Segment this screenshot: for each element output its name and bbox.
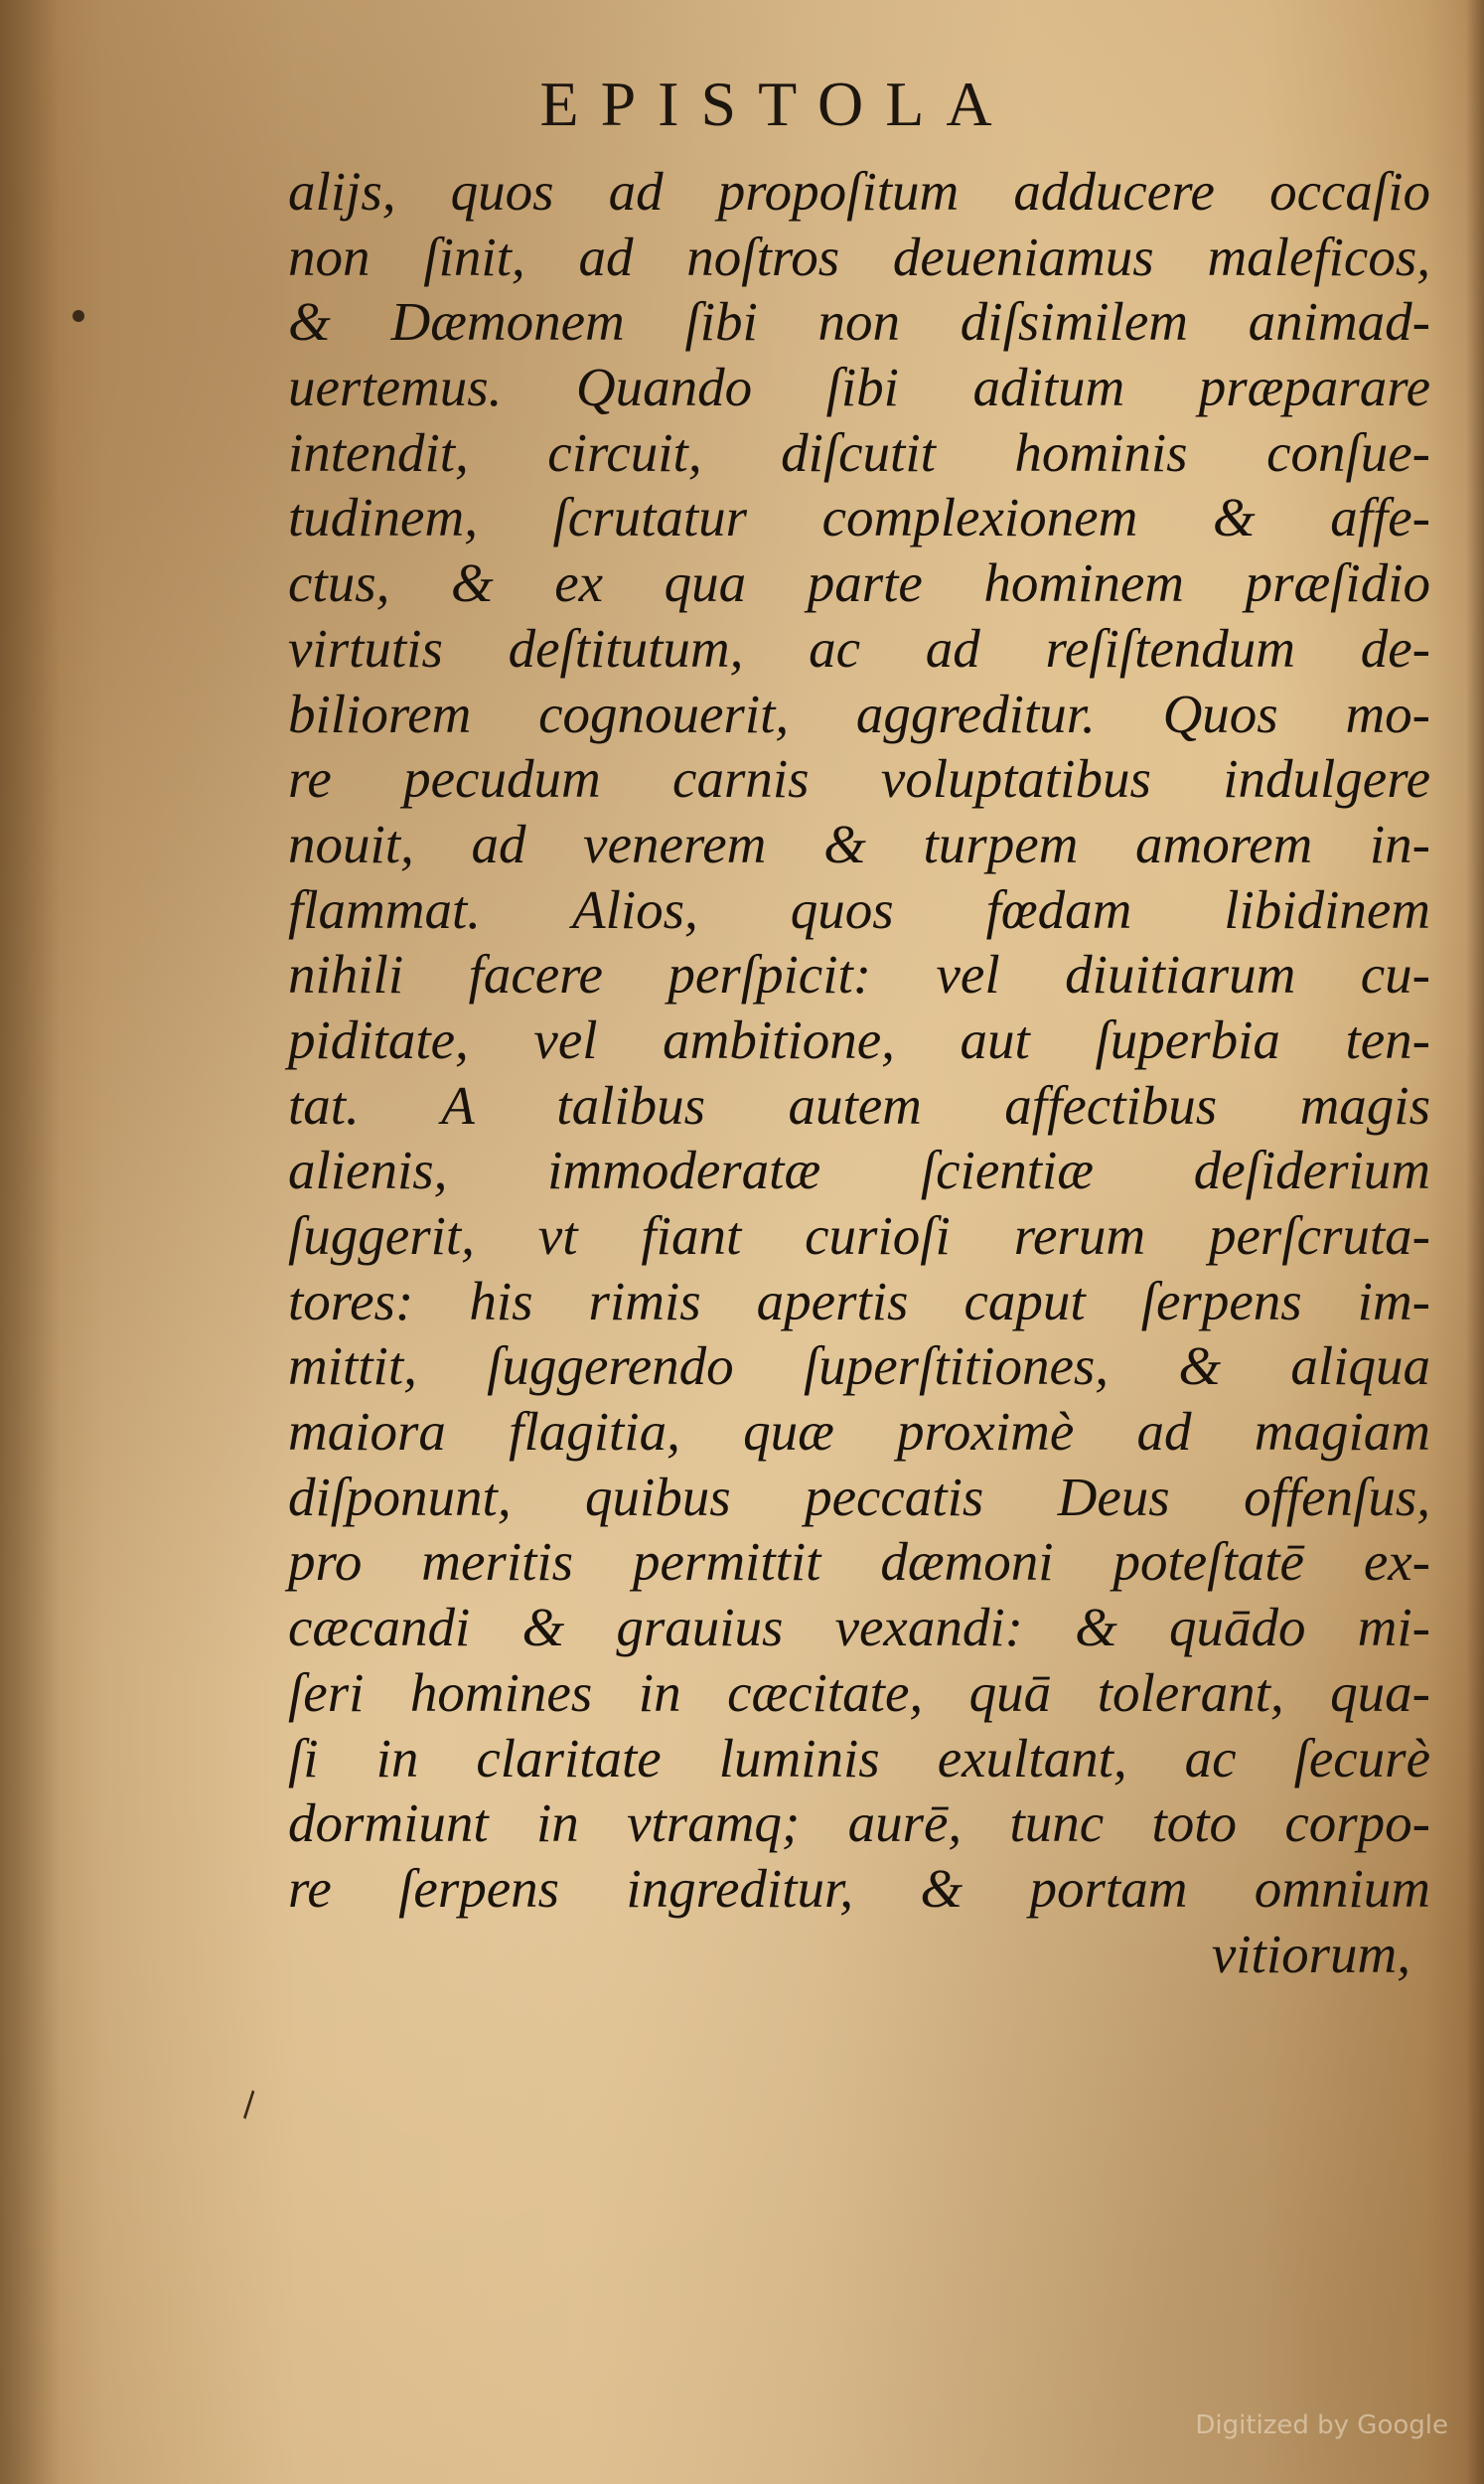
text-line: flammat. Alios, quos fœdam libidinem: [288, 878, 1430, 940]
text-line: biliorem cognouerit, aggreditur. Quos mo-: [288, 683, 1430, 744]
catchword: vitiorum,: [1211, 1923, 1410, 1984]
ink-spot: [73, 310, 84, 322]
text-line: tudinem, ſcrutatur complexionem & affe-: [288, 487, 1430, 548]
text-line: tat. A talibus autem affectibus magis: [288, 1074, 1430, 1136]
text-line: ſuggerit, vt fiant curioſi rerum perſcruta-: [288, 1205, 1430, 1266]
text-line: ſi in claritate luminis exultant, ac ſecurè: [288, 1727, 1430, 1788]
running-head: EPISTOLA: [539, 69, 1014, 139]
text-line: intendit, circuit, diſcutit hominis conſue-: [288, 421, 1430, 483]
text-line: nihili facere perſpicit: vel diuitiarum cu-: [288, 944, 1430, 1006]
margin-mark: \: [232, 2085, 265, 2124]
text-line: virtutis deſtitutum, ac ad reſiſtendum de-: [288, 617, 1430, 679]
text-line: nouit, ad venerem & turpem amorem in-: [288, 813, 1430, 874]
text-line: uertemus. Quando ſibi aditum præparare: [288, 357, 1430, 418]
text-line: maiora flagitia, quæ proximè ad magiam: [288, 1401, 1430, 1463]
text-line: dormiunt in vtramq; aurē, tunc toto corpo-: [288, 1792, 1430, 1854]
text-line: non ſinit, ad noſtros deueniamus maleficos,: [288, 226, 1430, 287]
text-line: ſeri homines in cæcitate, quā tolerant, qua-: [288, 1661, 1430, 1723]
text-line: re pecudum carnis voluptatibus indulgere: [288, 748, 1430, 810]
text-line: piditate, vel ambitione, aut ſuperbia ten-: [288, 1009, 1430, 1070]
body-text: [288, 159, 1430, 1986]
text-line: cæcandi & grauius vexandi: & quādo mi-: [288, 1597, 1430, 1658]
text-line: re ſerpens ingreditur, & portam omnium: [288, 1857, 1430, 1919]
text-line: diſponunt, quibus peccatis Deus offenſus,: [288, 1466, 1430, 1527]
text-line: & Dæmonem ſibi non diſsimilem animad-: [288, 291, 1430, 353]
text-line: pro meritis permittit dæmoni poteſtatē ex-: [288, 1531, 1430, 1593]
page-edge-shadow: [1466, 0, 1484, 2484]
text-line: alijs, quos ad propoſitum adducere occaſio: [288, 161, 1430, 222]
text-line: alienis, immoderatæ ſcientiæ deſiderium: [288, 1140, 1430, 1201]
page-gutter-shadow: [0, 0, 60, 2484]
text-line: ctus, & ex qua parte hominem præſidio: [288, 552, 1430, 614]
digitization-watermark: Digitized by Google: [1195, 2410, 1448, 2440]
text-line: tores: his rimis apertis caput ſerpens im-: [288, 1270, 1430, 1331]
text-line: mittit, ſuggerendo ſuperſtitiones, & aliqua: [288, 1335, 1430, 1397]
